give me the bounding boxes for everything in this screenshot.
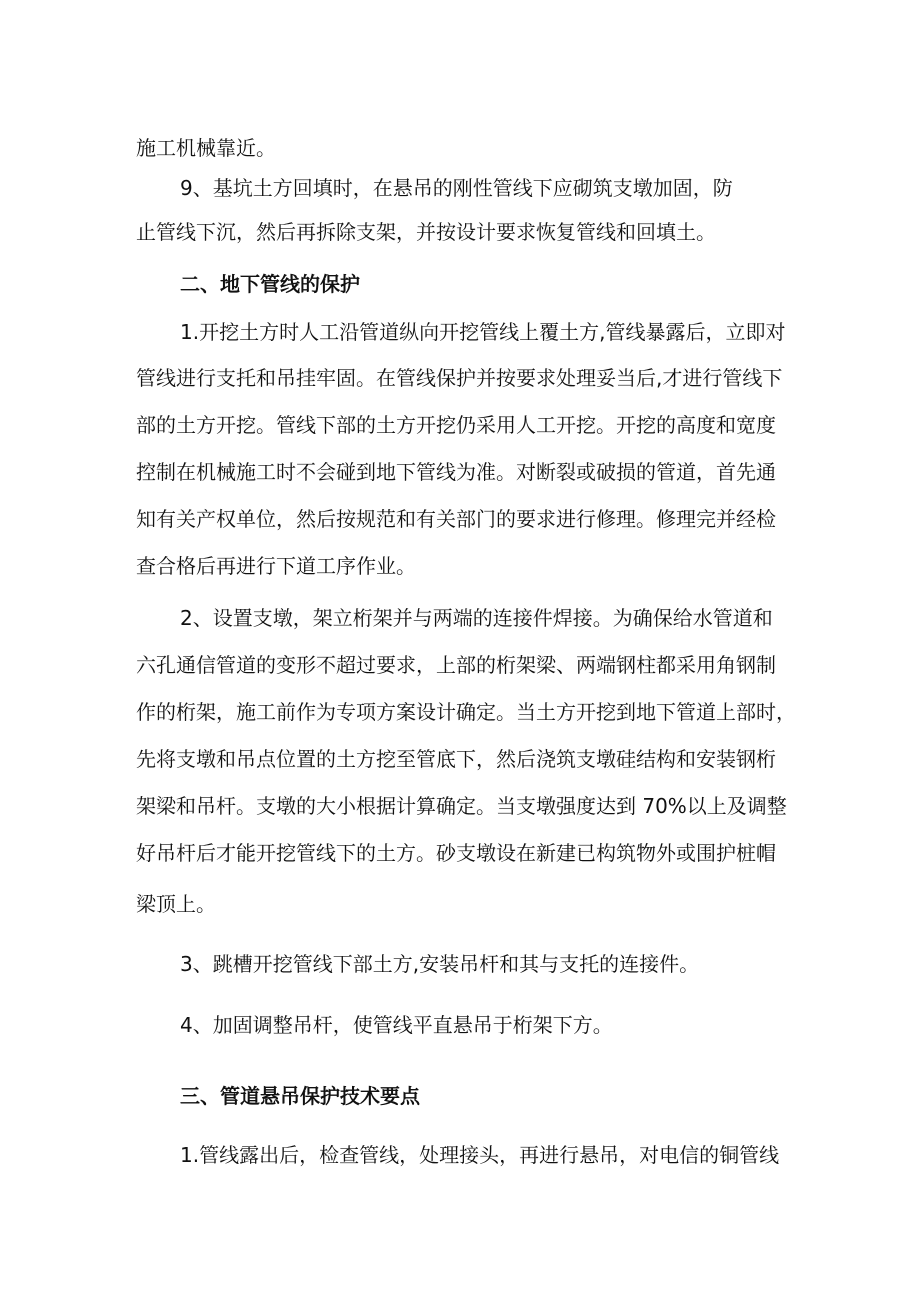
text-line-7: 部的土方开挖。管线下部的土方开挖仍采用人工开挖。开挖的高度和宽度 [136,413,776,437]
text-line-13: 作的桁架，施工前作为专项方案设计确定。当土方开挖到地下管道上部时， [136,700,796,724]
text-line-5: 1.开挖土方时人工沿管道纵向开挖管线上覆土方,管线暴露后，立即对 [180,320,786,344]
text-line-16: 好吊杆后才能开挖管线下的土方。砂支墩设在新建已构筑物外或围护桩帽 [136,841,776,865]
text-line-3: 止管线下沉，然后再拆除支架，并按设计要求恢复管线和回填土。 [136,220,716,244]
text-line-9: 知有关产权单位，然后按规范和有关部门的要求进行修理。修理完并经检 [136,507,776,531]
text-line-2: 9、基坑土方回填时，在悬吊的刚性管线下应砌筑支墩加固，防 [180,176,733,200]
text-line-8: 控制在机械施工时不会碰到地下管线为准。对断裂或破损的管道，首先通 [136,460,776,484]
text-line-14: 先将支墩和吊点位置的土方挖至管底下，然后浇筑支墩硅结构和安装钢桁 [136,747,776,771]
text-line-10: 查合格后再进行下道工序作业。 [136,554,416,578]
text-line-12: 六孔通信管道的变形不超过要求，上部的桁架梁、两端钢柱都采用角钢制 [136,653,776,677]
text-line-18: 3、跳槽开挖管线下部土方,安装吊杆和其与支托的连接件。 [180,952,700,976]
text-line-15: 架梁和吊杆。支墩的大小根据计算确定。当支墩强度达到 70%以上及调整 [136,794,787,818]
text-line-11: 2、设置支墩，架立桁架并与两端的连接件焊接。为确保给水管道和 [180,606,773,630]
section-heading-2: 二、地下管线的保护 [180,272,360,296]
text-line-1: 施工机械靠近。 [136,136,276,160]
text-line-6: 管线进行支托和吊挂牢固。在管线保护并按要求处理妥当后,才进行管线下 [136,366,783,390]
text-line-21: 1.管线露出后，检查管线，处理接头，再进行悬吊，对电信的铜管线 [180,1143,780,1167]
text-line-17: 梁顶上。 [136,892,216,916]
text-line-19: 4、加固调整吊杆，使管线平直悬吊于桁架下方。 [180,1013,613,1037]
section-heading-3: 三、管道悬吊保护技术要点 [180,1084,420,1108]
